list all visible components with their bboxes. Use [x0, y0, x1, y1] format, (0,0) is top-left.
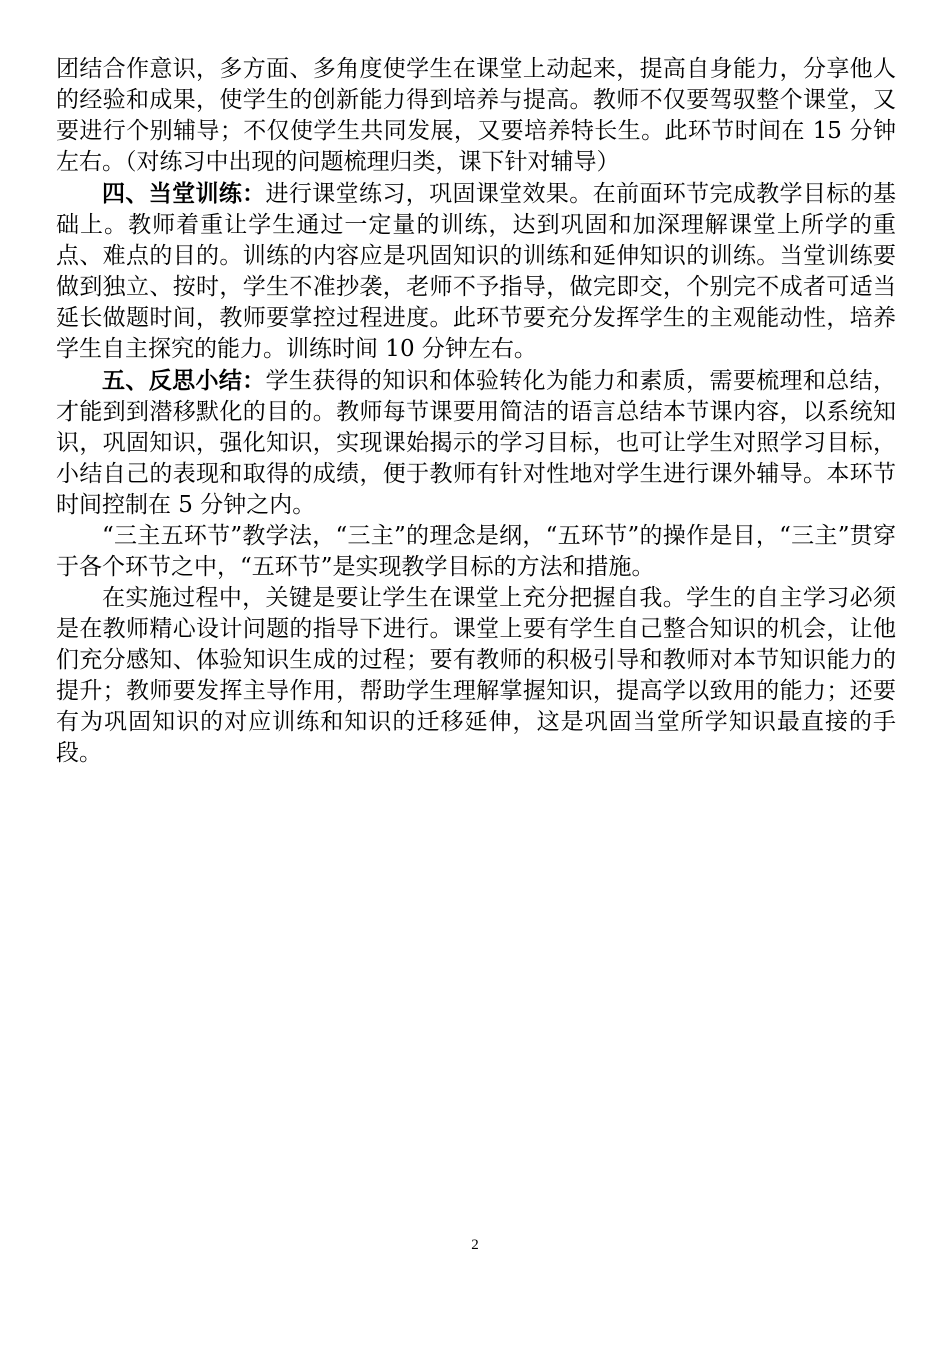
section-heading-in-class-training: 四、当堂训练： [102, 180, 266, 207]
paragraph-text: 进行课堂练习，巩固课堂效果。在前面环节完成教学目标的基础上。教师着重让学生通过一定量的训练，达到巩固和加深理解课堂上所学的重点、难点的目的。训练的内容应是巩固知识的训练和延伸知识的训练。当堂训练要做到独立、按时，学生不准抄袭，老师不予指导，做完即交，个别完不成者可适当延长做题时间，教师要掌控过程进度。此环节要充分发挥学生的主观能动性，培养学生自主探究的能力。训练时间 10 分钟左右。 [56, 181, 897, 362]
paragraph-method-summary [56, 521, 896, 583]
paragraph-text: “三主五环节”教学法，“三主”的理念是纲，“五环节”的操作是目，“三主”贯穿于各个环节之中，“五环节”是实现教学目标的方法和措施。 [56, 523, 896, 580]
document-body [56, 54, 896, 769]
paragraph-text: 团结合作意识，多方面、多角度使学生在课堂上动起来，提高自身能力，分享他人的经验和成果，使学生的创新能力得到培养与提高。教师不仅要驾驭整个课堂，又要进行个别辅导；不仅使学生共同发展，又要培养特长生。此环节时间在 15 分钟左右。（对练习中出现的问题梳理归类，课下针对辅导） [56, 56, 896, 175]
paragraph-in-class-training [56, 178, 896, 365]
paragraph-reflection-summary [56, 365, 896, 521]
paragraph-text: 在实施过程中，关键是要让学生在课堂上充分把握自我。学生的自主学习必须是在教师精心设计问题的指导下进行。课堂上要有学生自己整合知识的机会，让他们充分感知、体验知识生成的过程；要有教师的积极引导和教师对本节知识能力的提升；教师要发挥主导作用，帮助学生理解掌握知识，提高学以致用的能力；还要有为巩固知识的对应训练和知识的迁移延伸，这是巩固当堂所学知识最直接的手段。 [56, 585, 896, 766]
paragraph-text: 学生获得的知识和体验转化为能力和素质，需要梳理和总结，才能到到潜移默化的目的。教师每节课要用简洁的语言总结本节课内容，以系统知识，巩固知识，强化知识，实现课始揭示的学习目标，也可让学生对照学习目标，小结自己的表现和取得的成绩，便于教师有针对性地对学生进行课外辅导。本环节时间控制在 5 分钟之内。 [56, 368, 897, 518]
paragraph-continuation [56, 54, 896, 178]
section-heading-reflection-summary: 五、反思小结： [102, 367, 266, 394]
paragraph-implementation [56, 583, 896, 769]
page-number: 2 [471, 1237, 479, 1253]
